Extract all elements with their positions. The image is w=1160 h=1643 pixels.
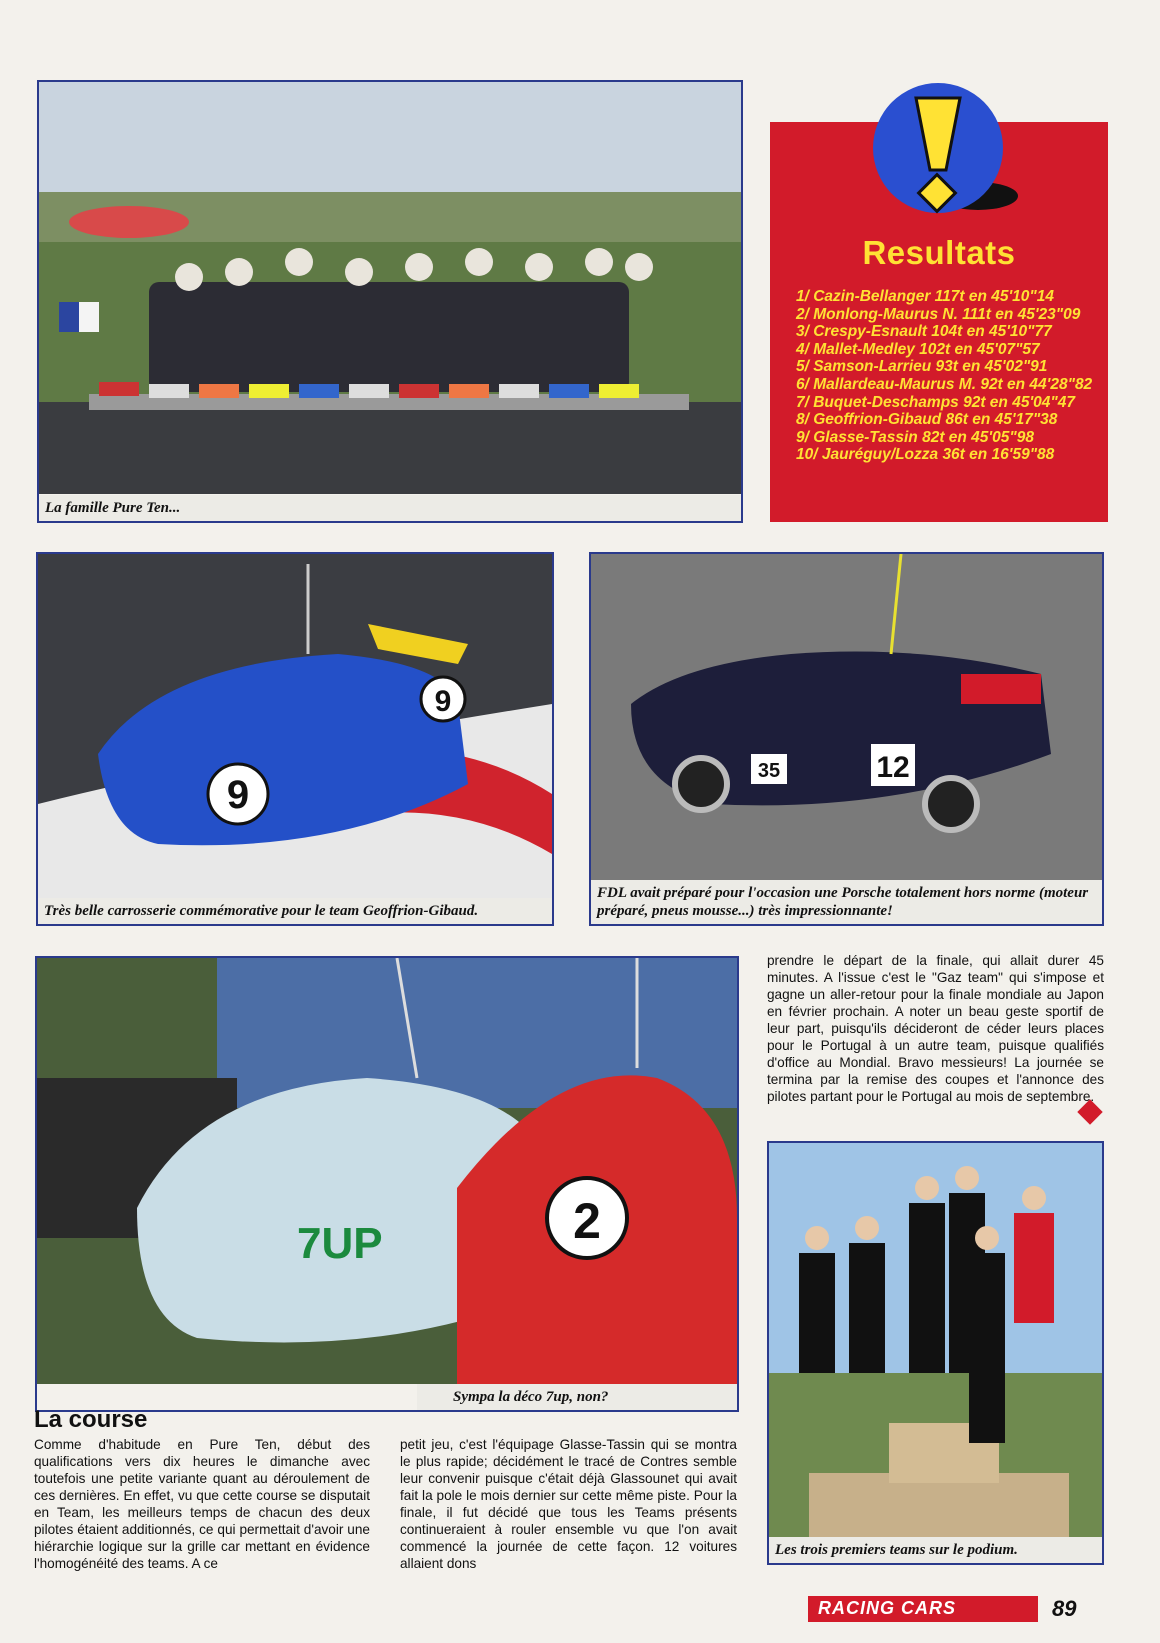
article-col1: Comme d'habitude en Pure Ten, début des qualifications vers dix heures le dimanche avec toutefois une petite variante quant au déroulement de ces dernières. En effet, vu que cette course se disputait en Team, les meilleurs temps de chacun des deux pilotes étaient additionnés, ce qui permettait d'avoir une hiérarchie logique sur la grille car mettant en évidence l'homogénéité des teams. A ce xyxy=(34,1437,370,1571)
photo-group-caption: La famille Pure Ten... xyxy=(39,495,741,521)
exclamation-icon xyxy=(868,78,1028,218)
photo-porsche xyxy=(589,552,1104,926)
page-number: 89 xyxy=(1052,1596,1077,1621)
article-col3: prendre le départ de la finale, qui allait durer 45 minutes. A l'issue c'est le "Gaz team" qui s'impose et gagne un aller-retour pour la finale mondiale au Japon en février prochain. A noter un beau geste sportif de leur part, puisqu'ils décideront de céder leurs places pour le Portugal à un autre team, puisque qualifiés d'office au Mondial. Bravo messieurs! La journée se termina par la remise des coupes et l'annonce des pilotes partant pour le Portugal au mois de septembre. xyxy=(767,953,1104,1104)
results-item: 1/ Cazin-Bellanger 117t en 45'10"14 xyxy=(796,288,1055,305)
results-item: 4/ Mallet-Medley 102t en 45'07"57 xyxy=(796,340,1040,358)
results-item: 5/ Samson-Larrieu 93t en 45'02"91 xyxy=(796,358,1048,376)
end-diamond-icon xyxy=(1076,1098,1104,1126)
results-item: 10/ Jauréguy/Lozza 36t en 16'59"88 xyxy=(796,446,1055,464)
photo-7up-car-caption: Sympa la déco 7up, non? xyxy=(417,1384,737,1410)
results-item: 6/ Mallardeau-Maurus M. 92t en 44'28"82 xyxy=(796,375,1093,393)
blue-car-image xyxy=(38,554,552,902)
article-col2: petit jeu, c'est l'équipage Glasse-Tassin qui se montra le plus rapide; décidément le tracé de Contres semble leur convenir puisque c'était déjà Glassounet qui avait fait la pole le mois dernier sur cette même piste. Pour la finale, il fut décidé que tous les Teams présents continueraient à rouler ensemble vu que l'on avait commencé la journée de cette façon. 12 voitures allaient dons xyxy=(400,1437,737,1571)
svg-text:9: 9 xyxy=(434,685,452,718)
svg-text:35: 35 xyxy=(757,760,781,782)
podium-image xyxy=(769,1143,1102,1539)
svg-text:7UP: 7UP xyxy=(297,1219,383,1268)
photo-blue-car-caption: Très belle carrosserie commémorative pour le team Geoffrion-Gibaud. xyxy=(38,898,552,924)
svg-text:12: 12 xyxy=(876,751,910,784)
article-heading: La course xyxy=(34,1406,148,1433)
results-item: 9/ Glasse-Tassin 82t en 45'05"98 xyxy=(796,428,1034,446)
svg-text:2: 2 xyxy=(573,1193,601,1249)
footer-magazine-box xyxy=(808,1596,1038,1622)
group-photo-image xyxy=(39,82,741,494)
footer-bar xyxy=(808,1596,1104,1622)
results-item: 8/ Geoffrion-Gibaud 86t en 45'17"38 xyxy=(796,411,1058,429)
results-item: 3/ Crespy-Esnault 104t en 45'10"77 xyxy=(796,323,1052,341)
photo-7up-car xyxy=(35,956,739,1412)
footer-magazine: RACING CARS xyxy=(818,1598,957,1618)
results-item: 2/ Monlong-Maurus N. 111t en 45'23"09 xyxy=(796,305,1081,323)
photo-blue-car xyxy=(36,552,554,926)
photo-podium-caption: Les trois premiers teams sur le podium. xyxy=(769,1537,1102,1563)
results-list xyxy=(796,288,1096,464)
porsche-image xyxy=(591,554,1102,890)
photo-podium xyxy=(767,1141,1104,1565)
results-item: 7/ Buquet-Deschamps 92t en 45'04"47 xyxy=(796,393,1075,411)
7up-car-image xyxy=(37,958,737,1384)
photo-group xyxy=(37,80,743,523)
photo-porsche-caption: FDL avait préparé pour l'occasion une Porsche totalement hors norme (moteur préparé, pneus mousse...) très impressionnante! xyxy=(591,880,1102,924)
results-title: Resultats xyxy=(862,234,1016,271)
svg-text:9: 9 xyxy=(226,773,250,817)
